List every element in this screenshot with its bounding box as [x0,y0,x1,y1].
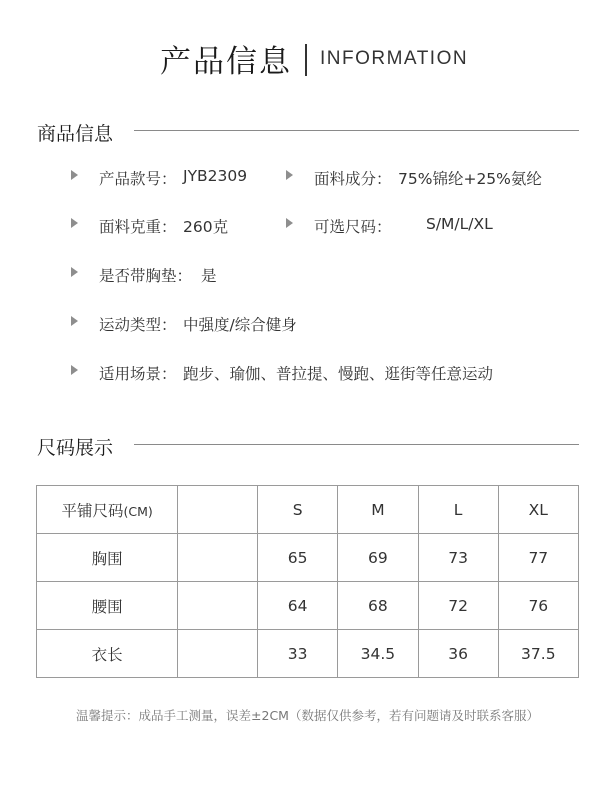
info-row [0,362,615,386]
info-value: 是 [201,267,217,285]
info-row [0,167,615,191]
page-title-zh: 产品信息 [160,44,292,80]
table-row [37,534,579,582]
info-value: 75%锦纶+25%氨纶 [398,170,542,188]
info-item [71,313,78,331]
measure-name-cell: 腰围 [37,582,178,630]
info-label: 面料克重： [99,218,177,236]
triangle-bullet-icon [286,170,293,180]
value-cell: 34.5 [338,630,418,678]
info-item [71,264,78,282]
page-title-en: INFORMATION [320,48,469,69]
triangle-bullet-icon [71,365,78,375]
triangle-bullet-icon [71,170,78,180]
value-cell: 64 [258,582,338,630]
measure-name-cell: 胸围 [37,534,178,582]
size-table [36,485,579,678]
section-divider [134,444,579,445]
info-value: 260克 [183,218,229,236]
measurement-note: 温馨提示：成品手工测量，误差±2CM（数据仅供参考，若有问题请及时联系客服） [76,708,539,723]
triangle-bullet-icon [71,218,78,228]
table-empty-cell [178,486,258,534]
table-empty-cell [178,534,258,582]
info-row [0,313,615,337]
value-cell: 33 [258,630,338,678]
info-value: JYB2309 [183,167,248,185]
info-label: 是否带胸垫： [99,267,193,285]
size-header-cell: L [418,486,498,534]
info-item [71,215,78,233]
value-cell: 76 [498,582,578,630]
value-cell: 77 [498,534,578,582]
info-label: 可选尺码： [314,218,392,236]
info-item [286,215,293,233]
header-label: 平铺尺码 [61,501,124,520]
info-item [71,362,78,380]
info-row [0,264,615,288]
size-header-cell: S [258,486,338,534]
info-item [71,167,78,185]
info-label: 面料成分： [314,170,392,188]
value-cell: 72 [418,582,498,630]
info-value: 中强度/综合健身 [183,316,297,334]
info-label: 运动类型： [99,316,177,334]
value-cell: 69 [338,534,418,582]
section-divider [134,130,579,131]
info-row [0,215,615,239]
table-empty-cell [178,630,258,678]
triangle-bullet-icon [286,218,293,228]
size-section-title: 尺码展示 [37,437,114,459]
measure-name-cell: 衣长 [37,630,178,678]
info-label: 适用场景： [99,365,177,383]
value-cell: 65 [258,534,338,582]
table-row [37,630,579,678]
table-row [37,582,579,630]
value-cell: 37.5 [498,630,578,678]
value-cell: 68 [338,582,418,630]
size-header-cell: XL [498,486,578,534]
title-divider [305,44,307,76]
info-item [286,167,293,185]
header-unit: (CM) [123,503,153,519]
table-header-row [37,486,579,534]
product-section-title: 商品信息 [37,123,114,145]
info-label: 产品款号： [99,170,177,188]
value-cell: 36 [418,630,498,678]
triangle-bullet-icon [71,316,78,326]
page-header [0,34,615,84]
info-value: 跑步、瑜伽、普拉提、慢跑、逛街等任意运动 [183,365,494,383]
size-header-cell: M [338,486,418,534]
table-empty-cell [178,582,258,630]
info-value: S/M/L/XL [426,215,493,233]
value-cell: 73 [418,534,498,582]
triangle-bullet-icon [71,267,78,277]
table-header-cell [37,486,178,534]
